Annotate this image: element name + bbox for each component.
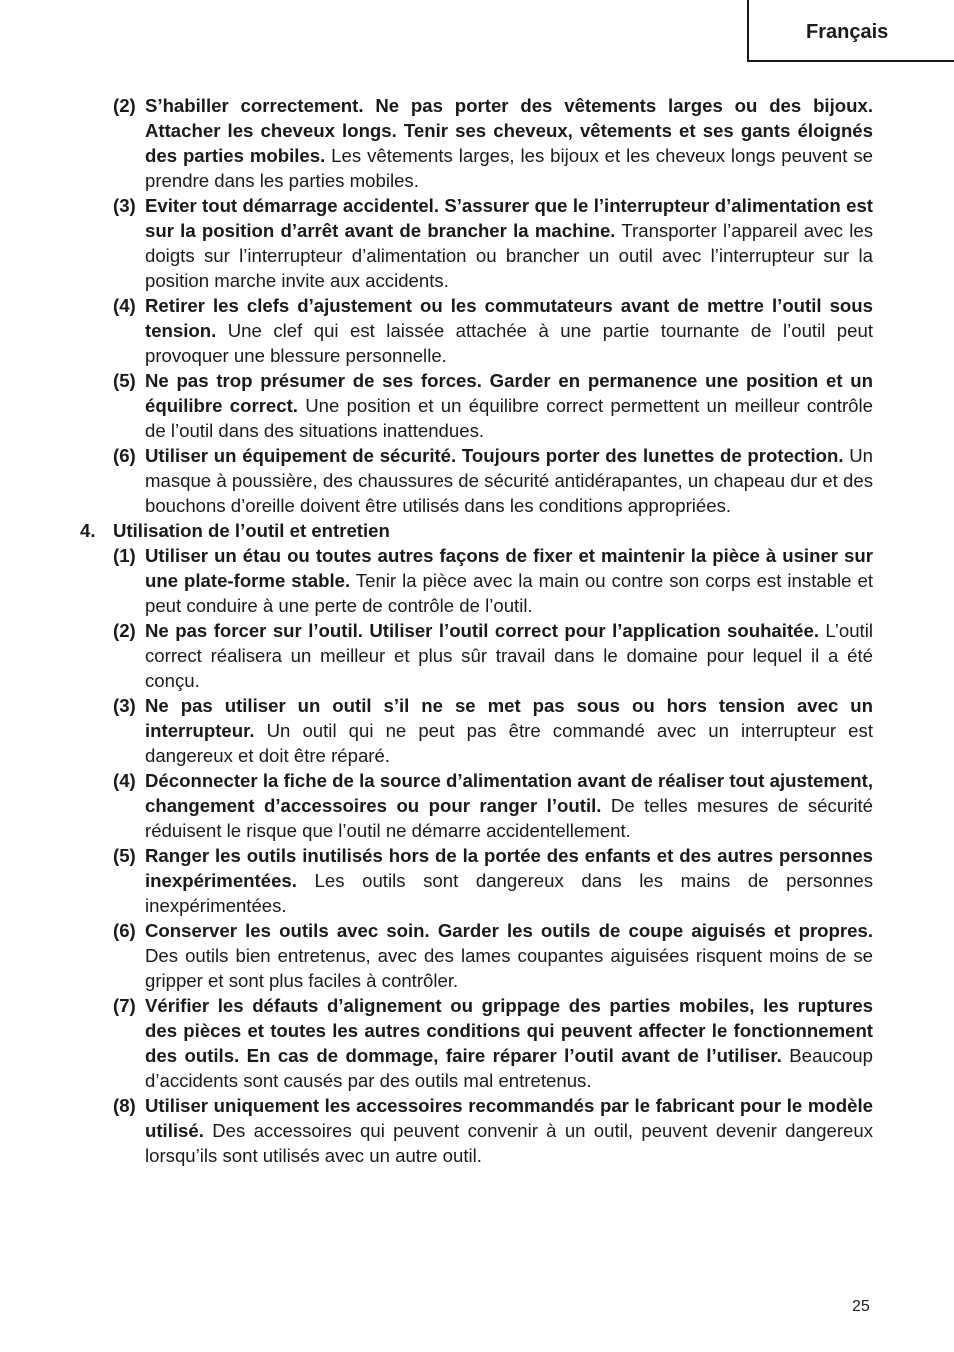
section-title: Utilisation de l’outil et entretien: [113, 520, 390, 541]
item-number: (5): [113, 370, 136, 391]
item-bold-text: Utiliser un étau ou toutes autres façons de fixer et maintenir la pièce à usiner sur une plate-forme stable.: [145, 545, 873, 591]
item-bold-text: Retirer les clefs d’ajustement ou les commutateurs avant de mettre l’outil sous tension.: [145, 295, 873, 341]
item-number: (4): [113, 295, 136, 316]
item-bold-text: Eviter tout démarrage accidentel. S’assurer que le l’interrupteur d’alimentation est sur la position d’arrêt avant de brancher la machine.: [145, 195, 873, 241]
list-item: [80, 993, 873, 1093]
list-item: [80, 1093, 873, 1168]
item-number: (5): [113, 845, 136, 866]
language-label: Français: [806, 21, 889, 43]
list-item: [80, 768, 873, 843]
item-number: (2): [113, 620, 136, 641]
item-number: (1): [113, 545, 136, 566]
item-text: De telles mesures de sécurité réduisent le risque que l’outil ne démarre accidentellement.: [145, 795, 873, 841]
item-text: Des accessoires qui peuvent convenir à un outil, peuvent devenir dangereux lorsqu’ils sont utilisés avec un autre outil.: [145, 1120, 873, 1166]
item-text: Un masque à poussière, des chaussures de sécurité antidérapantes, un chapeau dur et des bouchons d’oreille doivent être utilisés dans les conditions appropriées.: [145, 445, 873, 516]
safety-instructions: [80, 93, 873, 1168]
item-bold-text: Utiliser uniquement les accessoires recommandés par le fabricant pour le modèle utilisé.: [145, 1095, 873, 1141]
item-bold-text: Conserver les outils avec soin. Garder les outils de coupe aiguisés et propres.: [145, 920, 873, 941]
language-tab: [747, 0, 954, 62]
item-text: Une position et un équilibre correct permettent un meilleur contrôle de l’outil dans des situations inattendues.: [145, 395, 873, 441]
item-number: (6): [113, 920, 136, 941]
item-text: Des outils bien entretenus, avec des lames coupantes aiguisées risquent moins de se gripper et sont plus faciles à contrôler.: [145, 945, 873, 991]
section-number: 4.: [80, 520, 96, 541]
item-bold-text: Vérifier les défauts d’alignement ou grippage des parties mobiles, les ruptures des pièces et toutes les autres conditions qui peuvent affecter le fonctionnement des outils. En cas de dommage, faire réparer l’outil avant de l’utiliser.: [145, 995, 873, 1066]
item-bold-text: Ne pas forcer sur l’outil. Utiliser l’outil correct pour l’application souhaitée.: [145, 620, 819, 641]
item-number: (3): [113, 195, 136, 216]
list-item: [80, 368, 873, 443]
item-text: Les outils sont dangereux dans les mains de personnes inexpérimentées.: [145, 870, 873, 916]
list-item: [80, 443, 873, 518]
item-number: (2): [113, 95, 136, 116]
item-text: Un outil qui ne peut pas être commandé avec un interrupteur est dangereux et doit être réparé.: [145, 720, 873, 766]
item-text: Une clef qui est laissée attachée à une partie tournante de l’outil peut provoquer une blessure personnelle.: [145, 320, 873, 366]
item-bold-text: Ne pas utiliser un outil s’il ne se met pas sous ou hors tension avec un interrupteur.: [145, 695, 873, 741]
item-number: (7): [113, 995, 136, 1016]
item-bold-text: Ranger les outils inutilisés hors de la portée des enfants et des autres personnes inexpérimentées.: [145, 845, 873, 891]
section-heading: [80, 518, 873, 543]
list-item: [80, 93, 873, 193]
list-item: [80, 293, 873, 368]
item-text: L’outil correct réalisera un meilleur et plus sûr travail dans le domaine pour lequel il a été conçu.: [145, 620, 873, 691]
list-item: [80, 693, 873, 768]
item-text: Transporter l’appareil avec les doigts sur l’interrupteur d’alimentation ou brancher un outil avec l’interrupteur sur la position marche invite aux accidents.: [145, 220, 873, 291]
item-bold-text: Déconnecter la fiche de la source d’alimentation avant de réaliser tout ajustement, changement d’accessoires ou pour ranger l’outil.: [145, 770, 873, 816]
list-item: [80, 543, 873, 618]
item-bold-text: Utiliser un équipement de sécurité. Toujours porter des lunettes de protection.: [145, 445, 844, 466]
item-number: (6): [113, 445, 136, 466]
item-number: (8): [113, 1095, 136, 1116]
page-number: 25: [852, 1298, 870, 1315]
item-bold-text: Ne pas trop présumer de ses forces. Garder en permanence une position et un équilibre correct.: [145, 370, 873, 416]
item-text: Beaucoup d’accidents sont causés par des outils mal entretenus.: [145, 1045, 873, 1091]
list-item: [80, 843, 873, 918]
item-text: Tenir la pièce avec la main ou contre son corps est instable et peut conduire à une perte de contrôle de l’outil.: [145, 570, 873, 616]
item-bold-text: S’habiller correctement. Ne pas porter des vêtements larges ou des bijoux. Attacher les cheveux longs. Tenir ses cheveux, vêtements et ses gants éloignés des parties mobiles.: [145, 95, 873, 166]
list-item: [80, 193, 873, 293]
item-text: Les vêtements larges, les bijoux et les cheveux longs peuvent se prendre dans les parties mobiles.: [145, 145, 873, 191]
list-item: [80, 618, 873, 693]
item-number: (4): [113, 770, 136, 791]
item-number: (3): [113, 695, 136, 716]
list-item: [80, 918, 873, 993]
